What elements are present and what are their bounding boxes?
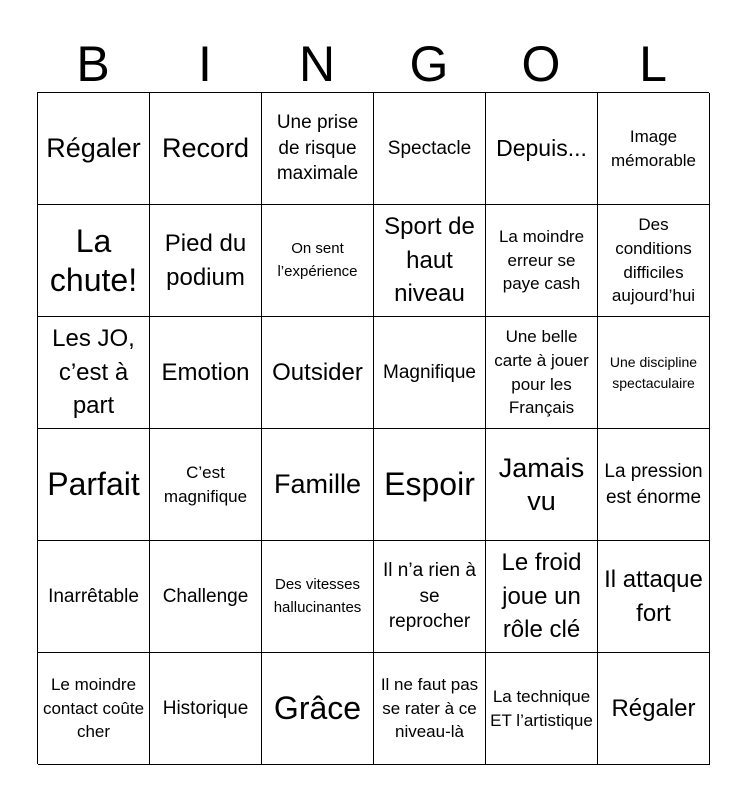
cell-text: Il n’a rien à se reprocher <box>383 560 476 633</box>
bingo-cell[interactable] <box>486 205 598 317</box>
bingo-cell[interactable] <box>374 541 486 653</box>
cell-text: La chute! <box>49 223 138 298</box>
bingo-cell[interactable] <box>38 93 150 205</box>
bingo-cell[interactable] <box>262 93 374 205</box>
cell-text: Régaler <box>611 694 696 722</box>
bingo-cell[interactable] <box>38 429 150 541</box>
bingo-cell[interactable] <box>150 653 262 765</box>
cell-text: Sport de haut niveau <box>384 213 475 308</box>
bingo-cell[interactable] <box>262 205 374 317</box>
header-letter: G <box>409 36 449 92</box>
cell-text: Image mémorable <box>610 126 697 170</box>
bingo-cell[interactable] <box>598 317 710 429</box>
bingo-cell[interactable] <box>486 317 598 429</box>
header-letter: B <box>76 36 110 92</box>
cell-text: Outsider <box>272 358 363 386</box>
bingo-cell[interactable] <box>150 541 262 653</box>
cell-text: Il attaque fort <box>604 565 703 627</box>
cell-text: Pied du podium <box>164 229 247 291</box>
bingo-cell[interactable] <box>486 93 598 205</box>
cell-text: Record <box>161 133 250 164</box>
cell-text: Des vitesses hallucinantes <box>273 576 362 616</box>
bingo-cell[interactable] <box>598 541 710 653</box>
cell-text: Les JO, c’est à part <box>52 325 135 420</box>
bingo-cell[interactable] <box>38 653 150 765</box>
bingo-cell[interactable] <box>262 317 374 429</box>
cell-text: Une prise de risque maximale <box>276 112 359 185</box>
bingo-cell[interactable] <box>374 93 486 205</box>
bingo-cell[interactable] <box>374 317 486 429</box>
bingo-cell[interactable] <box>38 205 150 317</box>
cell-text: Historique <box>162 697 249 719</box>
bingo-cell[interactable] <box>598 429 710 541</box>
bingo-grid <box>37 92 709 764</box>
cell-text: Le froid joue un rôle clé <box>501 549 582 644</box>
cell-text: Depuis... <box>496 134 587 161</box>
bingo-cell[interactable] <box>374 205 486 317</box>
cell-text: Une belle carte à jouer pour les Français <box>494 326 589 418</box>
cell-text: Des conditions difficiles aujourd’hui <box>611 214 696 306</box>
bingo-cell[interactable] <box>374 653 486 765</box>
bingo-cell[interactable] <box>486 541 598 653</box>
cell-text: Une discipline spectaculaire <box>609 354 698 391</box>
header-letter: N <box>298 36 336 92</box>
cell-text: La technique ET l’artistique <box>490 686 593 730</box>
bingo-cell[interactable] <box>38 317 150 429</box>
cell-text: Espoir <box>384 466 475 503</box>
bingo-cell[interactable] <box>374 429 486 541</box>
bingo-cell[interactable] <box>262 653 374 765</box>
cell-text: Le moindre contact coûte cher <box>42 674 145 742</box>
header-letter: L <box>639 36 667 92</box>
cell-text: Il ne faut pas se rater à ce niveau-là <box>380 674 479 742</box>
bingo-cell[interactable] <box>598 93 710 205</box>
bingo-cell[interactable] <box>38 541 150 653</box>
bingo-cell[interactable] <box>598 205 710 317</box>
cell-text: Challenge <box>162 585 249 607</box>
bingo-cell[interactable] <box>486 429 598 541</box>
cell-text: Emotion <box>161 358 250 386</box>
bingo-cell[interactable] <box>262 541 374 653</box>
bingo-cell[interactable] <box>150 205 262 317</box>
bingo-header <box>37 36 709 92</box>
cell-text: Spectacle <box>387 137 472 159</box>
cell-text: Parfait <box>47 466 140 503</box>
bingo-cell[interactable] <box>486 653 598 765</box>
bingo-cell[interactable] <box>262 429 374 541</box>
cell-text: Inarrêtable <box>48 585 139 607</box>
cell-text: On sent l’expérience <box>277 240 358 280</box>
cell-text: Famille <box>273 469 361 500</box>
cell-text: Régaler <box>46 133 141 164</box>
cell-text: Jamais vu <box>498 453 585 516</box>
header-letter: I <box>198 36 212 92</box>
header-letter: O <box>521 36 561 92</box>
cell-text: Grâce <box>273 690 362 727</box>
cell-text: La pression est énorme <box>604 460 703 508</box>
bingo-cell[interactable] <box>598 653 710 765</box>
bingo-cell[interactable] <box>150 429 262 541</box>
cell-text: Magnifique <box>383 361 476 383</box>
bingo-cell[interactable] <box>150 93 262 205</box>
cell-text: C’est magnifique <box>163 462 248 506</box>
bingo-cell[interactable] <box>150 317 262 429</box>
cell-text: La moindre erreur se paye cash <box>498 226 585 294</box>
